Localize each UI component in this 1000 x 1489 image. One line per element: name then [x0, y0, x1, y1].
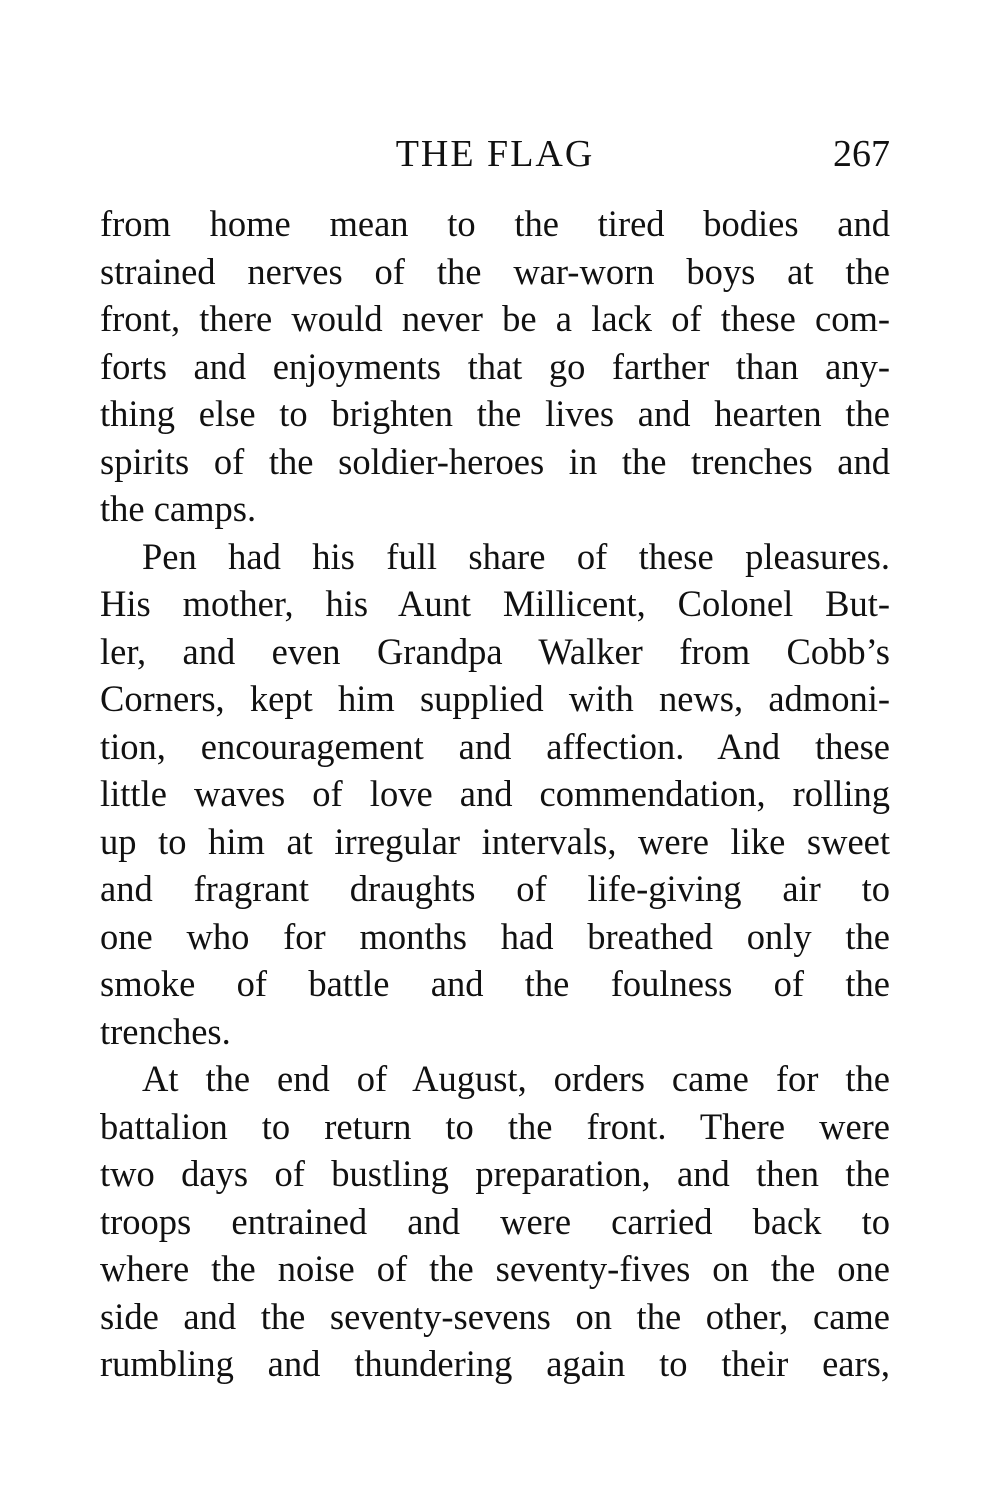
- text-line: front, there would never be a lack of these com-: [100, 298, 890, 339]
- text-line: side and the seventy-sevens on the other, came: [100, 1295, 890, 1337]
- text-line: His mother, his Aunt Millicent, Colonel But-: [100, 583, 890, 624]
- text-line: Corners, kept him supplied with news, admoni-: [100, 678, 890, 719]
- text-line: little waves of love and commendation, rolling: [100, 773, 890, 814]
- text-line: battalion to return to the front. There were: [100, 1105, 890, 1147]
- running-title: THE FLAG: [395, 133, 595, 175]
- text-line: where the noise of the seventy-fives on the one: [100, 1248, 890, 1289]
- text-line: up to him at irregular intervals, were like sweet: [100, 820, 890, 862]
- text-line: rumbling and thundering again to their ears,: [100, 1343, 890, 1384]
- text-line: Pen had his full share of these pleasures.: [142, 535, 890, 577]
- text-line: the camps.: [100, 488, 257, 529]
- running-head: [100, 128, 890, 180]
- text-line: spirits of the soldier-heroes in the trenches and: [100, 440, 890, 482]
- text-line: forts and enjoyments that go farther than any-: [100, 345, 890, 387]
- text-line: and fragrant draughts of life-giving air to: [100, 868, 890, 909]
- text-line: troops entrained and were carried back to: [100, 1200, 890, 1242]
- text-line: two days of bustling preparation, and then the: [100, 1153, 890, 1194]
- text-line: strained nerves of the war-worn boys at the: [100, 250, 890, 292]
- text-line: smoke of battle and the foulness of the: [100, 963, 890, 1004]
- text-line: tion, encouragement and affection. And these: [100, 725, 890, 767]
- text-line: trenches.: [100, 1010, 231, 1052]
- body-text: [100, 200, 890, 1388]
- text-line: from home mean to the tired bodies and: [100, 203, 890, 244]
- text-line: At the end of August, orders came for the: [142, 1058, 890, 1099]
- text-line: ler, and even Grandpa Walker from Cobb’s: [100, 630, 890, 672]
- page-number: 267: [833, 133, 890, 175]
- text-line: thing else to brighten the lives and hearten the: [100, 393, 890, 434]
- text-line: one who for months had breathed only the: [100, 915, 890, 957]
